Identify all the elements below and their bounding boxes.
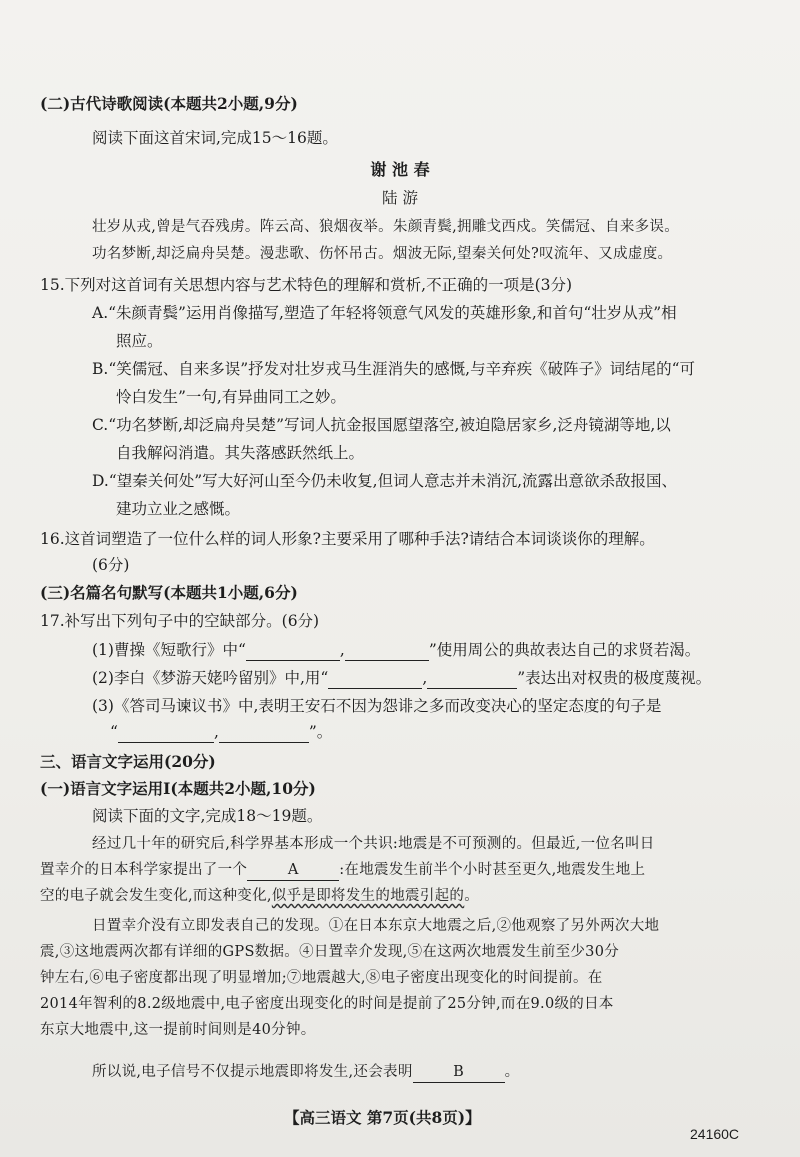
passage-p2-line1: 日置幸介没有立即发表自己的发现。①在日本东京大地震之后,②他观察了另外两次大地	[92, 918, 660, 934]
exam-code: 24160C	[690, 1126, 740, 1142]
q17-1-prefix: (1)曹操《短歌行》中“	[92, 641, 246, 659]
q15-option-a: A.“朱颜青鬓”运用肖像描写,塑造了年轻将领意气风发的英雄形象,和首句“壮岁从戎”相	[92, 304, 677, 322]
passage-p2-line3: 钟左右,⑥电子密度都出现了明显增加;⑦地震越大,⑧电子密度出现变化的时间提前。在	[40, 970, 603, 986]
part3-instruction: 阅读下面的文字,完成18～19题。	[92, 807, 323, 825]
q15-option-d-cont: 建功立业之感慨。	[116, 500, 241, 518]
passage-p1-line3-post: 。	[464, 888, 480, 904]
passage-p1-line2-post: :在地震发生前半个小时甚至更久,地震发生地上	[339, 862, 646, 878]
q15-option-a-cont: 照应。	[116, 332, 163, 350]
q17-item-2	[92, 668, 711, 689]
section2-instruction: 阅读下面这首宋词,完成15～16题。	[92, 129, 338, 147]
q16-points: (6分)	[92, 556, 130, 574]
q15-option-c: C.“功名梦断,却泛扁舟吴楚”写词人抗金报国愿望落空,被迫隐居家乡,泛舟镜湖等地,以	[92, 416, 671, 434]
passage-p2-line2: 震,③这地震两次都有详细的GPS数据。④日置幸介发现,⑤在这两次地震发生前至少30分	[40, 944, 620, 960]
q17-2-suffix: ”表达出对权贵的极度蔑视。	[517, 669, 712, 687]
wavy-underlined-phrase: 似乎是即将发生的地震引起的	[271, 888, 465, 904]
section3-heading: (三)名篇名句默写(本题共1小题,6分)	[40, 583, 298, 602]
q17-2-prefix: (2)李白《梦游天姥吟留别》中,用“	[92, 669, 329, 687]
q15-option-c-cont: 自我解闷消遣。其失落感跃然纸上。	[116, 444, 365, 462]
q17-2-comma: ,	[422, 669, 428, 687]
q17-3-comma: ,	[213, 723, 219, 741]
passage-p3-pre: 所以说,电子信号不仅提示地震即将发生,还会表明	[92, 1064, 413, 1080]
q17-item-3: (3)《答司马谏议书》中,表明王安石不因为怨诽之多而改变决心的坚定态度的句子是	[92, 697, 662, 715]
blank-b[interactable]: B	[413, 1062, 505, 1083]
bleed-through: ⠀	[520, 98, 531, 114]
q17-3-blank-2[interactable]	[219, 722, 309, 743]
q17-1-comma: ,	[339, 641, 345, 659]
q15-option-b-cont: 怜白发生”一句,有异曲同工之妙。	[116, 388, 346, 406]
q15-option-b: B.“笑儒冠、自来多误”抒发对壮岁戎马生涯消失的感慨,与辛弃疾《破阵子》词结尾的“可	[92, 360, 696, 378]
q16-stem: 16.这首词塑造了一位什么样的词人形象?主要采用了哪种手法?请结合本词谈谈你的理解。	[40, 530, 655, 548]
passage-p2-line4: 2014年智利的8.2级地震中,电子密度出现变化的时间是提前了25分钟,而在9.0级的日本	[40, 996, 614, 1012]
passage-p3-post: 。	[504, 1064, 520, 1080]
part3-heading: 三、语言文字运用(20分)	[40, 752, 216, 771]
poem-line-1: 壮岁从戎,曾是气吞残虏。阵云高、狼烟夜举。朱颜青鬓,拥雕戈西戍。笑儒冠、自来多误。	[92, 219, 680, 235]
passage-p1-line3-pre: 空的电子就会发生变化,而这种变化,	[40, 888, 272, 904]
q17-2-blank-1[interactable]	[328, 668, 422, 689]
q17-1-blank-1[interactable]	[246, 640, 340, 661]
q15-option-d: D.“望秦关何处”写大好河山至今仍未收复,但词人意志并未消沉,流露出意欲杀敌报国、	[92, 472, 678, 490]
q17-1-blank-2[interactable]	[345, 640, 429, 661]
poem-line-2: 功名梦断,却泛扁舟吴楚。漫悲歌、伤怀吊古。烟波无际,望秦关何处?叹流年、又成虚度。	[92, 246, 673, 262]
passage-p1-line3	[40, 886, 479, 906]
q17-item-3-answer	[110, 722, 332, 743]
q17-3-open-quote: “	[110, 723, 118, 741]
q17-1-suffix: ”使用周公的典故表达自己的求贤若渴。	[428, 641, 701, 659]
page-footer: 【高三语文 第7页(共8页)】	[284, 1108, 481, 1127]
passage-p1-line2-pre: 置幸介的日本科学家提出了一个	[40, 862, 248, 878]
poem-author: 陆 游	[382, 189, 418, 207]
passage-p2-line5: 东京大地震中,这一提前时间则是40分钟。	[40, 1022, 316, 1038]
section2-heading: (二)古代诗歌阅读(本题共2小题,9分)	[40, 94, 298, 113]
poem-title: 谢 池 春	[370, 160, 430, 179]
passage-p1-line1: 经过几十年的研究后,科学界基本形成一个共识:地震是不可预测的。但最近,一位名叫日	[92, 836, 655, 852]
q17-3-blank-1[interactable]	[118, 722, 214, 743]
q17-stem: 17.补写出下列句子中的空缺部分。(6分)	[40, 612, 320, 630]
passage-p1-line2	[40, 860, 645, 881]
q17-3-close-quote: ”。	[308, 723, 333, 741]
passage-p3	[92, 1062, 519, 1083]
part3-sub-heading: (一)语言文字运用Ⅰ(本题共2小题,10分)	[40, 779, 316, 798]
q17-item-1	[92, 640, 700, 661]
q17-2-blank-2[interactable]	[427, 668, 517, 689]
blank-a[interactable]: A	[247, 860, 339, 881]
q15-stem: 15.下列对这首词有关思想内容与艺术特色的理解和赏析,不正确的一项是(3分)	[40, 276, 573, 294]
